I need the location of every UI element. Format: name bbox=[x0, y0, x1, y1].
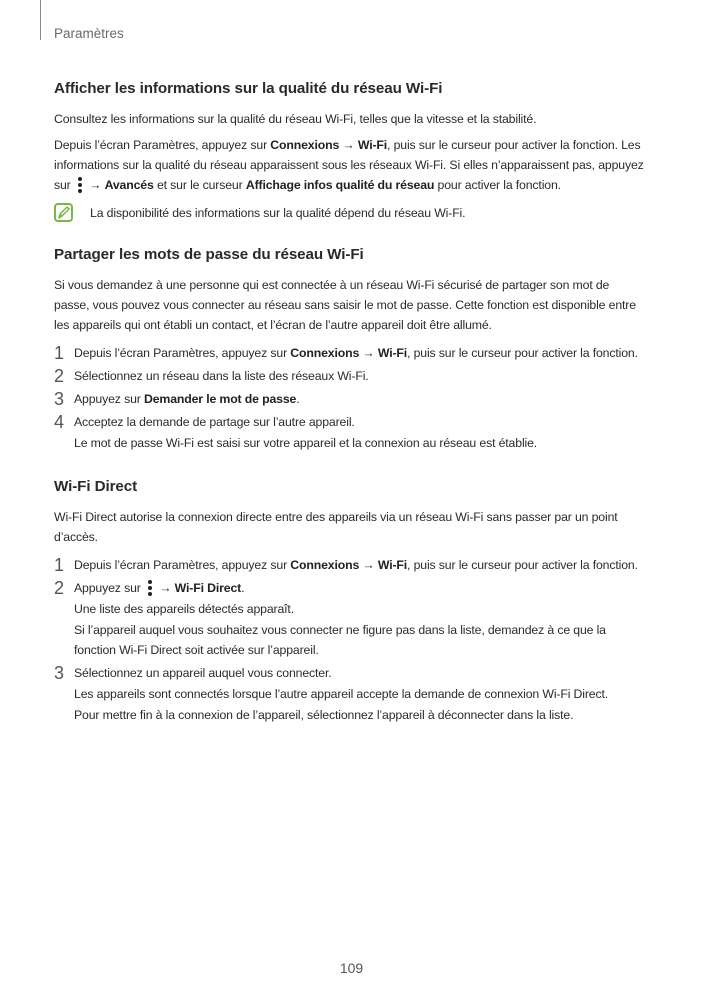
ui-term: Wi-Fi bbox=[377, 558, 408, 572]
step-item bbox=[54, 555, 646, 576]
step-subtext: Le mot de passe Wi-Fi est saisi sur votre appareil et la connexion au réseau est établie. bbox=[74, 436, 538, 450]
step-item bbox=[54, 412, 646, 454]
section-header: Paramètres bbox=[54, 26, 124, 41]
step-subtext: Si l’appareil auquel vous souhaitez vous connecter ne figure pas dans la liste, demandez à ce que la fonction Wi-Fi Direct soit activée sur l’appareil. bbox=[74, 623, 606, 657]
step-item bbox=[54, 578, 646, 661]
step-subtext: Les appareils sont connectés lorsque l’autre appareil accepte la demande de connexion Wi-Fi Direct. bbox=[74, 687, 609, 701]
section-title: Afficher les informations sur la qualité du réseau Wi-Fi bbox=[54, 80, 443, 97]
text: . bbox=[241, 581, 245, 595]
section-title: Wi-Fi Direct bbox=[54, 478, 138, 495]
text: , puis sur le curseur pour activer la fonction. Les informations sur la qualité du réseau apparaissent sous les réseaux Wi-Fi. Si elles n’apparaissent pas, appuyez sur bbox=[54, 138, 644, 192]
ui-term: Wi-Fi Direct bbox=[174, 581, 242, 595]
text: Appuyez sur bbox=[74, 581, 144, 595]
text: , puis sur le curseur pour activer la fonction. bbox=[407, 558, 638, 572]
step-text: Acceptez la demande de partage sur l’autre appareil. bbox=[74, 415, 355, 429]
section-wifi-quality bbox=[54, 80, 646, 222]
text: pour activer la fonction. bbox=[434, 178, 561, 192]
note-icon bbox=[54, 203, 73, 222]
ui-term: Wi-Fi bbox=[357, 138, 388, 152]
step-text bbox=[74, 389, 300, 409]
step-list bbox=[54, 555, 646, 726]
text: . bbox=[296, 392, 300, 406]
step-text bbox=[74, 578, 646, 598]
section-wifi-direct bbox=[54, 478, 646, 726]
page-content bbox=[54, 80, 646, 750]
step-subtext: Une liste des appareils détectés apparaît. bbox=[74, 602, 294, 616]
step-subtext: Pour mettre fin à la connexion de l’appareil, sélectionnez l’appareil à déconnecter dans la liste. bbox=[74, 708, 574, 722]
page-number: 109 bbox=[339, 960, 364, 976]
text: Appuyez sur bbox=[74, 392, 144, 406]
arrow: → bbox=[359, 346, 378, 360]
note-text: La disponibilité des informations sur la qualité dépend du réseau Wi-Fi. bbox=[90, 205, 466, 220]
step-text: Sélectionnez un réseau dans la liste des réseaux Wi-Fi. bbox=[74, 369, 369, 383]
step-number: 4 bbox=[54, 412, 65, 432]
step-text bbox=[74, 343, 638, 363]
ui-term: Connexions bbox=[290, 346, 360, 360]
more-options-icon bbox=[77, 177, 83, 193]
section-share-password bbox=[54, 246, 646, 454]
step-item bbox=[54, 389, 646, 410]
paragraph: Consultez les informations sur la qualité du réseau Wi-Fi, telles que la vitesse et la stabilité. bbox=[54, 112, 537, 126]
arrow: → bbox=[359, 558, 378, 572]
step-text: Sélectionnez un appareil auquel vous connecter. bbox=[74, 666, 332, 680]
step-item bbox=[54, 663, 646, 726]
text: et sur le curseur bbox=[153, 178, 246, 192]
step-text bbox=[74, 555, 638, 575]
paragraph: Si vous demandez à une personne qui est connectée à un réseau Wi-Fi sécurisé de partager son mot de passe, vous pouvez vous connecter au réseau sans saisir le mot de passe. Cette fonction est disponible entre les appareils qui ont établi un contact, et l’écran de l’autre appareil doit être allumé. bbox=[54, 278, 636, 332]
section-title: Partager les mots de passe du réseau Wi-Fi bbox=[54, 246, 364, 263]
step-number: 2 bbox=[54, 578, 65, 598]
text: , puis sur le curseur pour activer la fonction. bbox=[407, 346, 638, 360]
header-rule bbox=[40, 0, 41, 40]
ui-term: Connexions bbox=[270, 138, 340, 152]
text: Depuis l’écran Paramètres, appuyez sur bbox=[54, 138, 271, 152]
text: Depuis l’écran Paramètres, appuyez sur bbox=[74, 558, 291, 572]
paragraph bbox=[54, 135, 646, 195]
ui-term: Wi-Fi bbox=[377, 346, 408, 360]
step-item bbox=[54, 343, 646, 364]
note bbox=[54, 203, 646, 222]
arrow: → bbox=[155, 581, 175, 595]
arrow: → bbox=[85, 178, 105, 192]
step-number: 1 bbox=[54, 555, 65, 575]
step-number: 3 bbox=[54, 663, 65, 683]
step-item bbox=[54, 366, 646, 387]
ui-term: Connexions bbox=[290, 558, 360, 572]
more-options-icon bbox=[147, 580, 153, 596]
ui-term: Avancés bbox=[104, 178, 154, 192]
step-number: 2 bbox=[54, 366, 65, 386]
step-number: 3 bbox=[54, 389, 65, 409]
paragraph: Wi-Fi Direct autorise la connexion directe entre des appareils via un réseau Wi-Fi sans passer par un point d’accès. bbox=[54, 510, 618, 544]
step-number: 1 bbox=[54, 343, 65, 363]
step-list bbox=[54, 343, 646, 454]
text: Depuis l’écran Paramètres, appuyez sur bbox=[74, 346, 291, 360]
ui-term: Demander le mot de passe bbox=[143, 392, 297, 406]
arrow: → bbox=[339, 138, 358, 152]
ui-term: Affichage infos qualité du réseau bbox=[245, 178, 435, 192]
